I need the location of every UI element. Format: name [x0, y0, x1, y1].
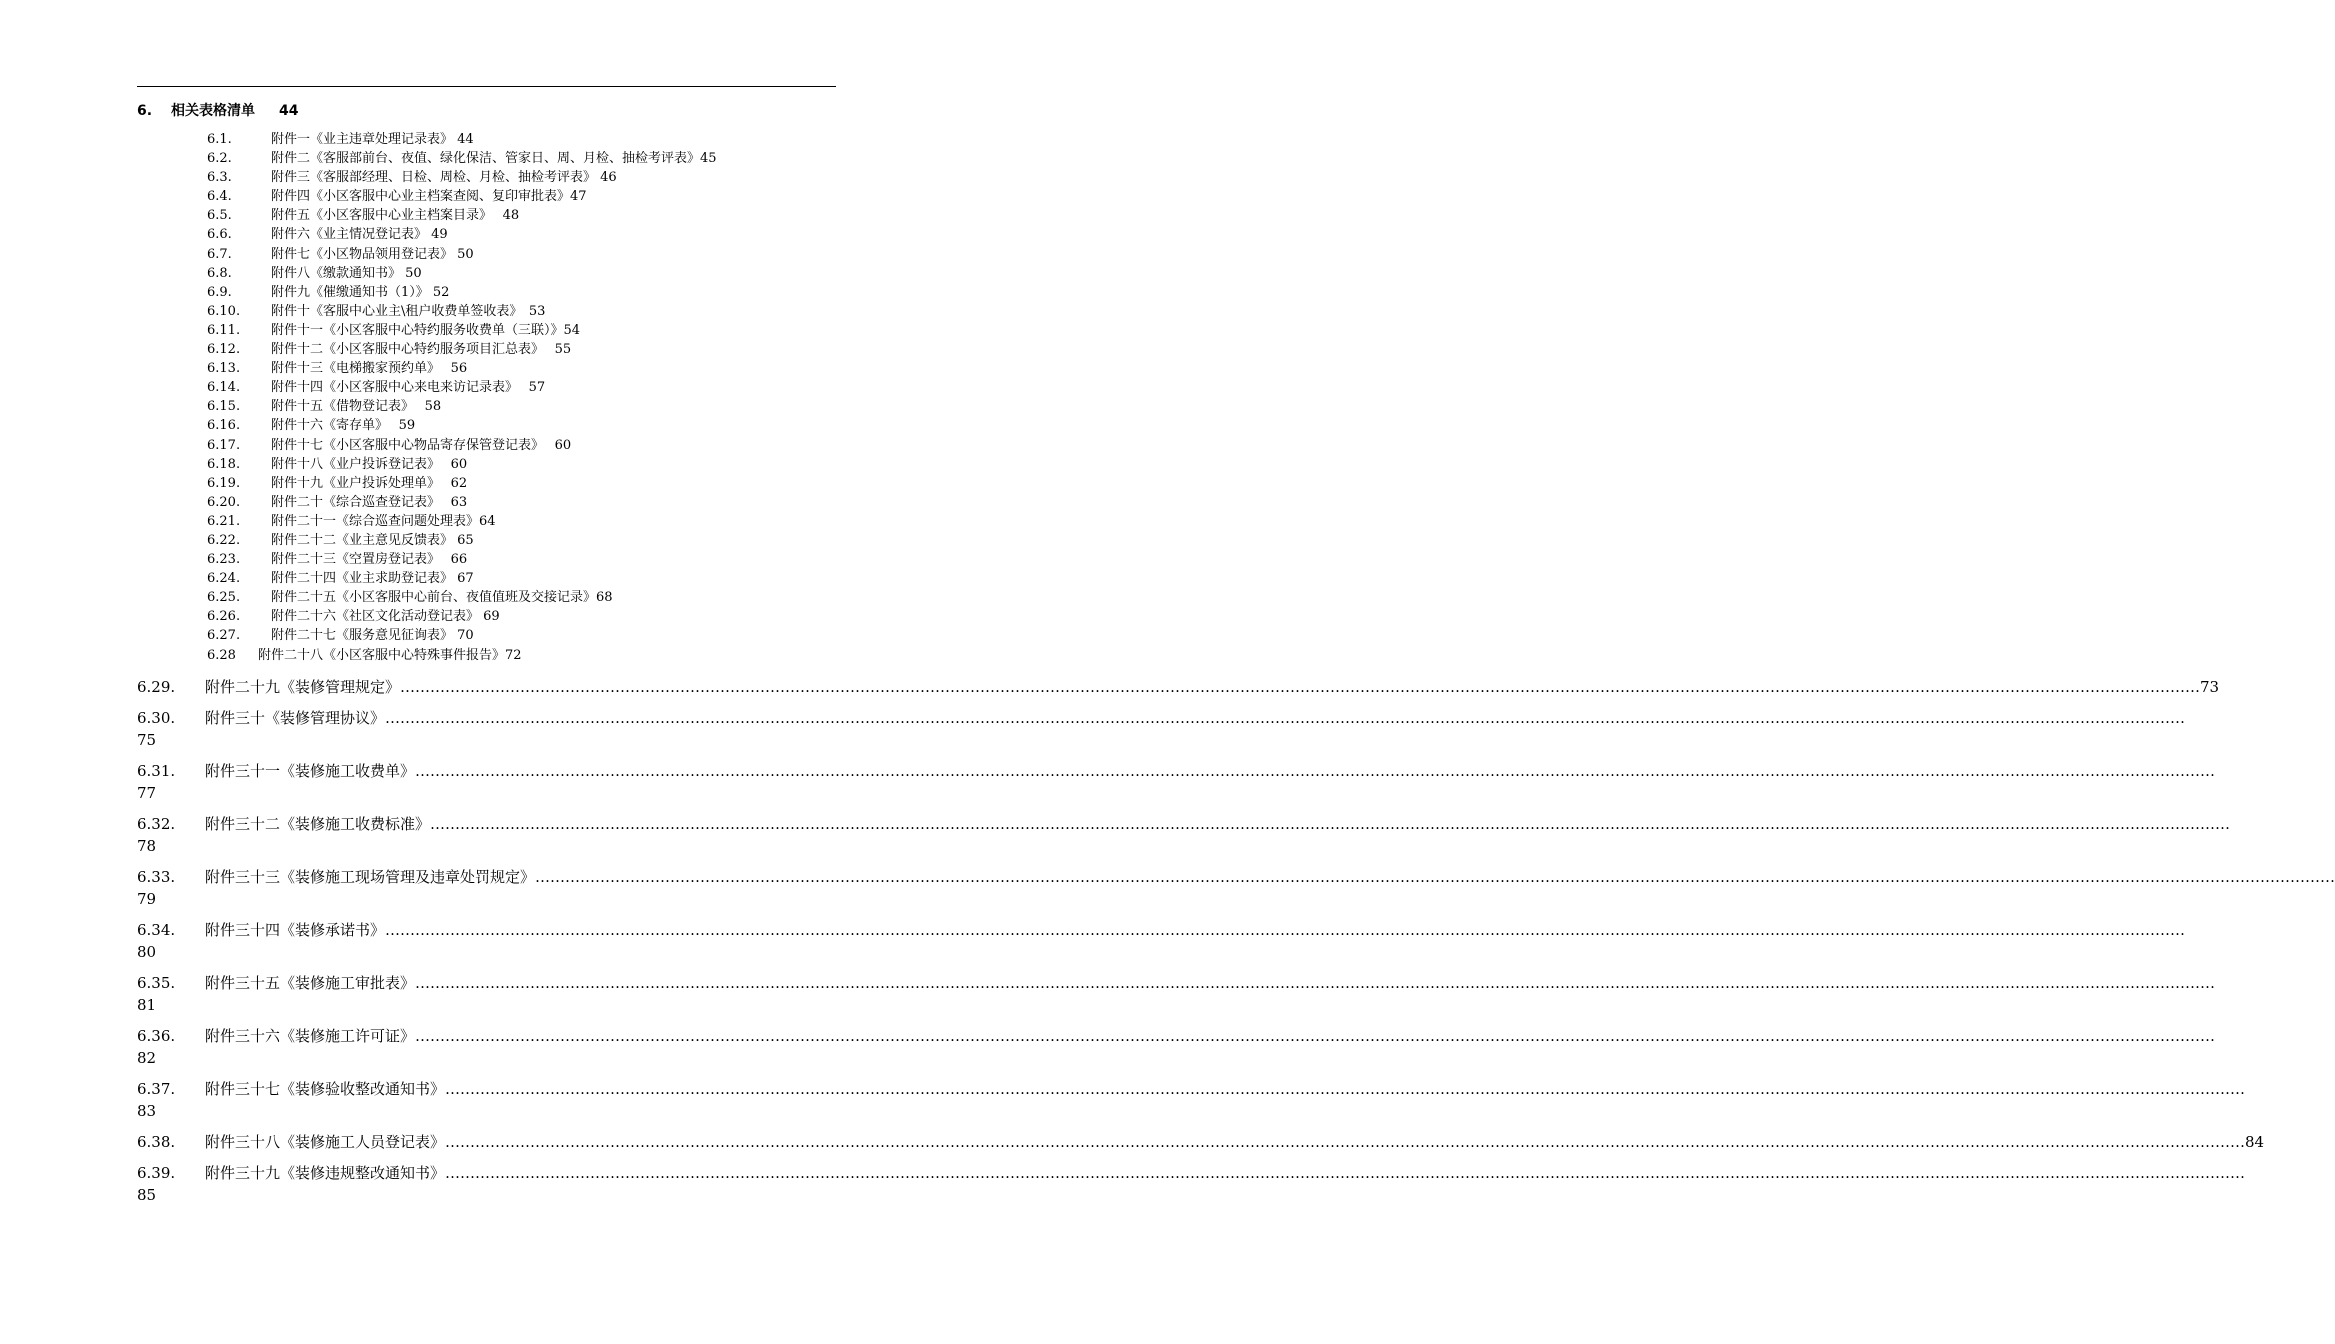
- toc-entry[interactable]: [207, 321, 827, 340]
- toc-entry-number: 6.25.: [207, 590, 241, 606]
- toc-entry-text: 附件三《客服部经理、日检、周检、月检、抽检考评表》 46: [271, 170, 617, 186]
- toc-entry-text: 附件八《缴款通知书》 50: [271, 265, 422, 281]
- toc-entry-number: 6.4.: [207, 189, 232, 205]
- toc-entry-text: 附件二十六《社区文化活动登记表》 69: [271, 609, 500, 625]
- toc-entry[interactable]: [207, 646, 827, 665]
- toc-entry-number: 6.10.: [207, 303, 241, 319]
- toc-entry-text: 附件二十三《空置房登记表》 66: [271, 552, 468, 568]
- toc-entry[interactable]: [207, 550, 827, 569]
- toc-entry-text: 附件六《业主情况登记表》 49: [271, 227, 448, 243]
- toc-entry-number: 6.35.: [137, 974, 176, 992]
- dot-leader: ………………………………………………………………………………………………………………………………………………………………………………………………………………………………………………………………………………………………………………………………: [385, 921, 2186, 939]
- toc-entry[interactable]: [137, 1162, 2246, 1206]
- toc-entry-number: 6.20.: [207, 494, 241, 510]
- toc-entry-text: 附件十二《小区客服中心特约服务项目汇总表》 55: [271, 342, 572, 358]
- toc-entry-number: 6.17.: [207, 437, 241, 453]
- toc-entry-page: 80: [137, 943, 157, 961]
- toc-entry-number: 6.34.: [137, 921, 176, 939]
- toc-entry-number: 6.9.: [207, 284, 232, 300]
- toc-entry-number: 6.11.: [207, 322, 241, 338]
- toc-entry-text: 附件十《客服中心业主\租户收费单签收表》 53: [271, 303, 546, 319]
- toc-entry[interactable]: [207, 455, 827, 474]
- section-title: 相关表格清单: [171, 103, 255, 119]
- toc-entry-number: 6.29.: [137, 678, 176, 696]
- toc-entry[interactable]: [207, 130, 827, 149]
- toc-entry-text: 附件三十二《装修施工收费标准》: [205, 815, 431, 833]
- toc-entry-text: 附件三十九《装修违规整改通知书》: [205, 1164, 446, 1182]
- section-heading: [137, 101, 298, 121]
- toc-entry[interactable]: [207, 588, 827, 607]
- toc-entry-text: 附件三十六《装修施工许可证》: [205, 1027, 416, 1045]
- toc-entry-number: 6.16.: [207, 418, 241, 434]
- toc-entry-page: 73: [2200, 678, 2220, 696]
- toc-entry-number: 6.36.: [137, 1027, 176, 1045]
- toc-entry-page: 82: [137, 1049, 157, 1067]
- dot-leader: ………………………………………………………………………………………………………………………………………………………………………………………………………………………………………………………………………………………………………………………………: [445, 1133, 2246, 1151]
- dot-leader: ………………………………………………………………………………………………………………………………………………………………………………………………………………………………………………………………………………………………………………………………: [430, 815, 2231, 833]
- toc-entry[interactable]: [207, 512, 827, 531]
- dot-leader: ………………………………………………………………………………………………………………………………………………………………………………………………………………………………………………………………………………………………………………………………: [445, 1164, 2246, 1182]
- toc-entry-text: 附件二十一《综合巡查问题处理表》64: [271, 513, 496, 529]
- toc-entry-number: 6.8.: [207, 265, 232, 281]
- toc-entry[interactable]: [137, 1131, 2265, 1153]
- toc-entry[interactable]: [207, 264, 827, 283]
- toc-entry[interactable]: [207, 302, 827, 321]
- toc-entry-number: 6.1.: [207, 132, 232, 147]
- toc-entry-number: 6.3.: [207, 170, 232, 186]
- dot-leader: ………………………………………………………………………………………………………………………………………………………………………………………………………………………………………………………………………………………………………………………………: [415, 974, 2216, 992]
- dot-leader: ………………………………………………………………………………………………………………………………………………………………………………………………………………………………………………………………………………………………………………………………: [415, 762, 2216, 780]
- toc-entry[interactable]: [137, 813, 2231, 857]
- toc-entry-text: 附件三十四《装修承诺书》: [205, 921, 386, 939]
- toc-entry-text: 附件二十七《服务意见征询表》 70: [271, 628, 474, 644]
- toc-entry-number: 6.26.: [207, 609, 241, 625]
- toc-entry-text: 附件三十七《装修验收整改通知书》: [205, 1080, 446, 1098]
- toc-entry[interactable]: [137, 707, 2186, 751]
- toc-entry[interactable]: [207, 493, 827, 512]
- toc-entry-number: 6.14.: [207, 380, 241, 396]
- toc-entry-text: 附件十七《小区客服中心物品寄存保管登记表》 60: [271, 437, 572, 453]
- toc-entry[interactable]: [207, 206, 827, 225]
- toc-entry[interactable]: [137, 866, 2335, 910]
- toc-entry[interactable]: [207, 168, 827, 187]
- toc-entry-number: 6.7.: [207, 246, 232, 262]
- toc-entry-text: 附件十一《小区客服中心特约服务收费单（三联）》54: [271, 322, 581, 338]
- toc-entry-page: 81: [137, 996, 157, 1014]
- toc-entry-text: 附件三十八《装修施工人员登记表》: [205, 1133, 446, 1151]
- toc-entry-number: 6.37.: [137, 1080, 176, 1098]
- toc-entry-text: 附件一《业主违章处理记录表》 44: [271, 132, 474, 147]
- toc-entry-number: 6.21.: [207, 513, 241, 529]
- toc-entry-number: 6.31.: [137, 762, 176, 780]
- dot-leader: ………………………………………………………………………………………………………………………………………………………………………………………………………………………………………………………………………………………………………………………………: [445, 1080, 2246, 1098]
- toc-entry-text: 附件二《客服部前台、夜值、绿化保洁、管家日、周、月检、抽检考评表》45: [271, 151, 717, 167]
- toc-entry-text: 附件三十三《装修施工现场管理及违章处罚规定》: [205, 868, 536, 886]
- toc-entry-text: 附件二十八《小区客服中心特殊事件报告》72: [258, 647, 522, 663]
- toc-entry-number: 6.22.: [207, 532, 241, 548]
- toc-entry-text: 附件十三《电梯搬家预约单》 56: [271, 361, 468, 377]
- toc-entry[interactable]: [207, 149, 827, 168]
- toc-entry[interactable]: [137, 919, 2186, 963]
- toc-entry-text: 附件十五《借物登记表》 58: [271, 399, 442, 415]
- small-toc-list: [207, 130, 827, 665]
- toc-entry-text: 附件二十二《业主意见反馈表》 65: [271, 532, 474, 548]
- toc-entry-number: 6.28: [207, 647, 236, 663]
- toc-entry[interactable]: [207, 340, 827, 359]
- toc-entry-page: 84: [2245, 1133, 2265, 1151]
- toc-entry[interactable]: [207, 474, 827, 493]
- toc-entry-number: 6.19.: [207, 475, 241, 491]
- dot-leader: ………………………………………………………………………………………………………………………………………………………………………………………………………………………………………………………………………………………………………………………………: [535, 868, 2335, 886]
- toc-entry-number: 6.2.: [207, 151, 232, 167]
- toc-entry[interactable]: [137, 676, 2220, 698]
- toc-entry[interactable]: [207, 378, 827, 397]
- toc-entry[interactable]: [207, 531, 827, 550]
- toc-entry-text: 附件二十九《装修管理规定》: [205, 678, 401, 696]
- toc-entry-text: 附件三十一《装修施工收费单》: [205, 762, 416, 780]
- toc-entry[interactable]: [207, 416, 827, 435]
- toc-entry-text: 附件二十五《小区客服中心前台、夜值值班及交接记录》68: [271, 590, 613, 606]
- dot-leader: ………………………………………………………………………………………………………………………………………………………………………………………………………………………………………………………………………………………………………………………………: [415, 1027, 2216, 1045]
- toc-entry-number: 6.32.: [137, 815, 176, 833]
- toc-entry[interactable]: [207, 359, 827, 378]
- toc-entry-number: 6.5.: [207, 208, 232, 224]
- toc-entry-text: 附件十四《小区客服中心来电来访记录表》 57: [271, 380, 546, 396]
- toc-entry[interactable]: [207, 436, 827, 455]
- toc-entry[interactable]: [207, 225, 827, 244]
- toc-entry-text: 附件二十《综合巡查登记表》 63: [271, 494, 468, 510]
- big-toc-list: [137, 676, 2335, 1215]
- toc-entry-text: 附件三十五《装修施工审批表》: [205, 974, 416, 992]
- toc-entry-number: 6.24.: [207, 571, 241, 587]
- toc-entry-page: 79: [137, 890, 157, 908]
- toc-entry-number: 6.33.: [137, 868, 176, 886]
- toc-entry-text: 附件十八《业户投诉登记表》 60: [271, 456, 468, 472]
- toc-entry-text: 附件十六《寄存单》 59: [271, 418, 416, 434]
- header-rule: [137, 86, 836, 87]
- toc-entry[interactable]: [207, 245, 827, 264]
- toc-entry-number: 6.30.: [137, 709, 176, 727]
- toc-entry[interactable]: [137, 1025, 2216, 1069]
- toc-entry-number: 6.39.: [137, 1164, 176, 1182]
- toc-entry-text: 附件十九《业户投诉处理单》 62: [271, 475, 468, 491]
- toc-entry-number: 6.27.: [207, 628, 241, 644]
- toc-entry-page: 75: [137, 731, 157, 749]
- dot-leader: ………………………………………………………………………………………………………………………………………………………………………………………………………………………………………………………………………………………………………………………………: [385, 709, 2186, 727]
- toc-entry-number: 6.38.: [137, 1133, 176, 1151]
- toc-entry[interactable]: [207, 607, 827, 626]
- toc-entry-text: 附件三十《装修管理协议》: [205, 709, 386, 727]
- toc-entry-text: 附件二十四《业主求助登记表》 67: [271, 571, 474, 587]
- toc-entry[interactable]: [207, 569, 827, 588]
- toc-entry-text: 附件四《小区客服中心业主档案查阅、复印审批表》47: [271, 189, 587, 205]
- toc-entry-number: 6.15.: [207, 399, 241, 415]
- toc-entry-page: 78: [137, 837, 157, 855]
- toc-entry-page: 77: [137, 784, 157, 802]
- toc-entry[interactable]: [207, 397, 827, 416]
- toc-entry[interactable]: [137, 760, 2216, 804]
- toc-entry[interactable]: [137, 1078, 2246, 1122]
- toc-entry[interactable]: [137, 972, 2216, 1016]
- toc-entry-text: 附件七《小区物品领用登记表》 50: [271, 246, 474, 262]
- toc-entry-number: 6.6.: [207, 227, 232, 243]
- section-page: 44: [279, 103, 299, 119]
- toc-entry[interactable]: [207, 283, 827, 302]
- toc-entry-page: 85: [137, 1186, 157, 1204]
- toc-entry-number: 6.18.: [207, 456, 241, 472]
- toc-entry[interactable]: [207, 187, 827, 206]
- section-number: 6.: [137, 103, 153, 119]
- toc-entry-number: 6.12.: [207, 342, 241, 358]
- toc-entry-page: 83: [137, 1102, 157, 1120]
- toc-entry-number: 6.23.: [207, 552, 241, 568]
- toc-entry[interactable]: [207, 626, 827, 645]
- toc-entry-text: 附件九《催缴通知书（1）》 52: [271, 284, 450, 300]
- dot-leader: ………………………………………………………………………………………………………………………………………………………………………………………………………………………………………………………………………………………………………………………………: [400, 678, 2201, 696]
- toc-entry-text: 附件五《小区客服中心业主档案目录》 48: [271, 208, 520, 224]
- toc-entry-number: 6.13.: [207, 361, 241, 377]
